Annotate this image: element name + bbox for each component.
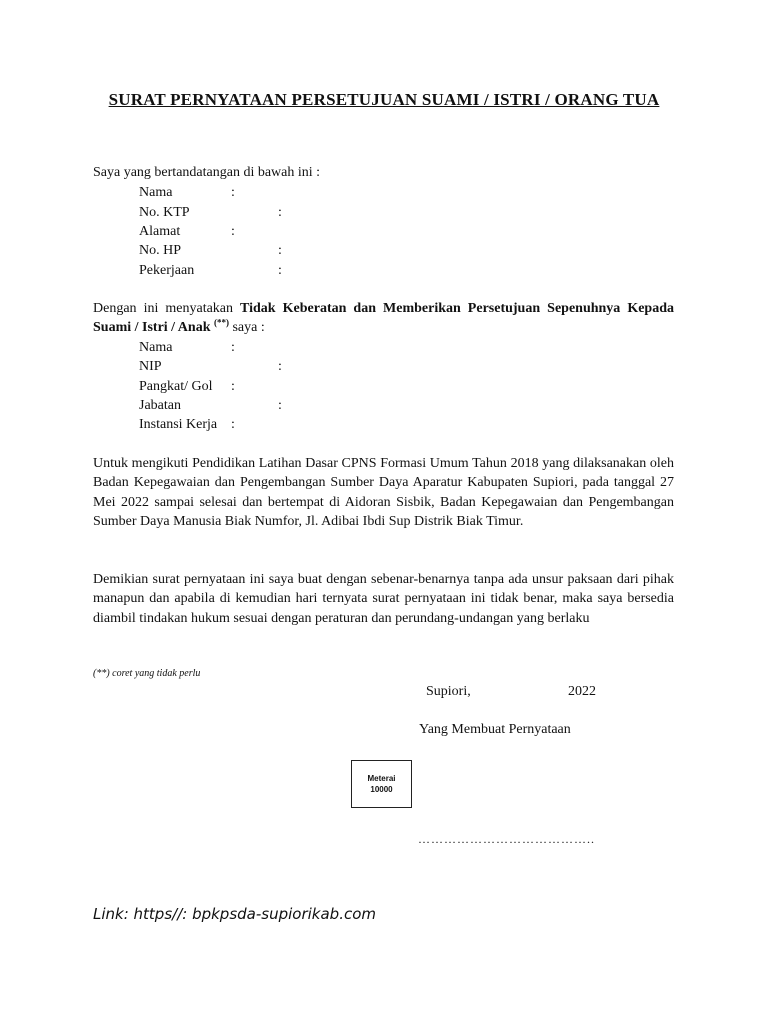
- subject-field-jabatan: Jabatan: [139, 398, 181, 413]
- signature-place: Supiori,: [426, 684, 471, 699]
- signer-field-alamat: Alamat: [139, 224, 181, 239]
- signer-field-alamat-colon: :: [231, 224, 235, 239]
- subject-field-nip: NIP: [139, 359, 162, 374]
- subject-field-nama-colon: :: [231, 340, 235, 355]
- subject-field-instansi-colon: :: [231, 417, 235, 432]
- stamp-label: Meterai: [367, 774, 396, 783]
- subject-field-nama: Nama: [139, 340, 173, 355]
- footnote: (**) coret yang tidak perlu: [93, 668, 201, 679]
- subject-field-pangkat: Pangkat/ Gol: [139, 379, 213, 394]
- signer-field-pekerjaan: Pekerjaan: [139, 263, 195, 278]
- purpose-paragraph: Untuk mengikuti Pendidikan Latihan Dasar CPNS Formasi Umum Tahun 2018 yang dilaksanakan oleh Badan Kepegawaian dan Pengembangan Sumber Daya Aparatur Kabupaten Supiori, pada tanggal 27 Mei 2022 sampai selesai dan bertempat di Aidoran Sisbik, Badan Kepegawaian dan Pengembangan Sumber Daya Manusia Biak Numfor, Jl. Adibai Ibdi Sup Distrik Biak Timur.: [93, 456, 674, 529]
- statement-suffix: saya :: [228, 320, 265, 336]
- stamp-box: [351, 760, 412, 808]
- signer-field-ktp: No. KTP: [139, 205, 190, 220]
- signer-field-pekerjaan-colon: :: [278, 263, 282, 278]
- signer-field-hp-colon: :: [278, 243, 282, 258]
- subject-field-instansi: Instansi Kerja: [139, 417, 218, 432]
- subject-field-pangkat-colon: :: [231, 379, 235, 394]
- signature-dotted-line: …………………………………..: [418, 832, 595, 846]
- signer-field-ktp-colon: :: [278, 205, 282, 220]
- stamp-value: 10000: [370, 785, 393, 794]
- statement-bold: Tidak Keberatan dan Memberikan Persetujuan Sepenuhnya Kepada Suami / Istri / Anak: [93, 301, 675, 336]
- statement-paragraph: [93, 299, 674, 338]
- statement-prefix: Dengan ini menyatakan: [93, 301, 241, 316]
- signature-role: Yang Membuat Pernyataan: [419, 722, 571, 737]
- signer-field-nama-colon: :: [231, 185, 235, 200]
- subject-field-jabatan-colon: :: [278, 398, 282, 413]
- closing-paragraph: Demikian surat pernyataan ini saya buat dengan sebenar-benarnya tanpa ada unsur paksaan dari pihak manapun dan apabila di kemudian hari ternyata surat pernyataan ini tidak benar, maka saya bersedia diambil tindakan hukum sesuai dengan peraturan dan perundang-undangan yang berlaku: [93, 572, 674, 626]
- subject-field-nip-colon: :: [278, 359, 282, 374]
- document-title: SURAT PERNYATAAN PERSETUJUAN SUAMI / ISTRI / ORANG TUA: [108, 90, 660, 109]
- signature-year: 2022: [568, 684, 596, 699]
- intro-text: Saya yang bertandatangan di bawah ini :: [93, 165, 321, 180]
- signer-field-hp: No. HP: [139, 243, 182, 258]
- footer-link[interactable]: Link: https//: bpkpsda-supiorikab.com: [93, 905, 376, 923]
- signer-field-nama: Nama: [139, 185, 173, 200]
- statement-superscript: (**): [213, 317, 229, 328]
